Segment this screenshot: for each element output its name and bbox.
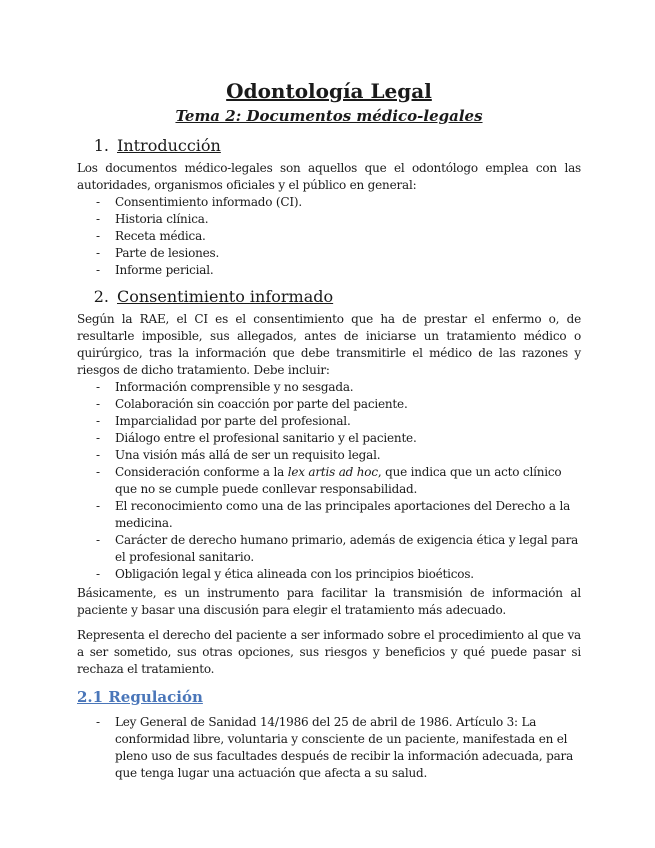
section-title: Consentimiento informado — [117, 287, 334, 306]
list-item: - Obligación legal y ética alineada con los principios bioéticos. — [96, 567, 474, 581]
list-item: - Historia clínica. — [96, 212, 209, 226]
section-1-heading — [77, 136, 581, 156]
section-1-list — [77, 194, 581, 279]
list-item: - Ley General de Sanidad 14/1986 del 25 de abril de 1986. Artículo 3: La conformidad libre, voluntaria y consciente de un paciente, manifestada en el pleno uso de sus facultades después de recibir la información adecuada, para que tenga lugar una actuación que afecta a su salud. — [96, 715, 574, 780]
dash-bullet: - — [96, 380, 100, 394]
list-item: - Parte de lesiones. — [96, 246, 220, 260]
section-2-paragraph: Básicamente, es un instrumento para facilitar la transmisión de información al paciente y basar una discusión para elegir el tratamiento más adecuado. — [77, 586, 581, 617]
section-2-list — [77, 379, 581, 583]
list-item: - Carácter de derecho humano primario, además de exigencia ética y legal para el profesional sanitario. — [96, 533, 579, 564]
list-item: - Imparcialidad por parte del profesional. — [96, 414, 351, 428]
dash-bullet: - — [96, 715, 100, 729]
section-2-heading — [77, 287, 581, 307]
section-2-intro: Según la RAE, el CI es el consentimiento que ha de prestar el enfermo o, de resultarle imposible, sus allegados, antes de iniciarse un tratamiento médico o quirúrgico, tras la información que debe transmitirle el médico de las razones y riesgos de dicho tratamiento. Debe incluir: — [77, 312, 581, 377]
document-title: Odontología Legal — [226, 79, 432, 103]
list-item: - Consentimiento informado (CI). — [96, 195, 303, 209]
section-title: Introducción — [117, 136, 221, 155]
list-item: - Información comprensible y no sesgada. — [96, 380, 354, 394]
dash-bullet: - — [96, 465, 100, 479]
dash-bullet: - — [96, 533, 100, 547]
list-item: - Consideración conforme a la lex artis ad hoc, que indica que un acto clínico que no se cumple puede conllevar responsabilidad. — [96, 465, 562, 496]
dash-bullet: - — [96, 499, 100, 513]
section-2-1-heading: 2.1 Regulación — [77, 688, 203, 706]
dash-bullet: - — [96, 246, 100, 260]
dash-bullet: - — [96, 263, 100, 277]
section-2-paragraph: Representa el derecho del paciente a ser informado sobre el procedimiento al que va a ser sometido, sus otras opciones, sus riesgos y beneficios y qué puede pasar si rechaza el tratamiento. — [77, 628, 581, 676]
dash-bullet: - — [96, 567, 100, 581]
list-item: - Una visión más allá de ser un requisito legal. — [96, 448, 381, 462]
section-1-intro: Los documentos médico-legales son aquellos que el odontólogo emplea con las autoridades, organismos oficiales y el público en general: — [77, 161, 581, 192]
section-2-1-list — [77, 714, 581, 782]
dash-bullet: - — [96, 212, 100, 226]
dash-bullet: - — [96, 229, 100, 243]
dash-bullet: - — [96, 431, 100, 445]
section-number: 2. — [93, 287, 109, 306]
document-content — [77, 80, 581, 782]
dash-bullet: - — [96, 448, 100, 462]
list-item: - El reconocimiento como una de las principales aportaciones del Derecho a la medicina. — [96, 499, 571, 530]
dash-bullet: - — [96, 414, 100, 428]
document-subtitle: Tema 2: Documentos médico-legales — [175, 107, 483, 125]
dash-bullet: - — [96, 195, 100, 209]
section-number: 1. — [93, 136, 109, 155]
list-item: - Informe pericial. — [96, 263, 214, 277]
list-item: - Diálogo entre el profesional sanitario y el paciente. — [96, 431, 417, 445]
list-item: - Receta médica. — [96, 229, 206, 243]
dash-bullet: - — [96, 397, 100, 411]
lex-artis-term: lex artis ad hoc — [287, 465, 378, 479]
list-item: - Colaboración sin coacción por parte del paciente. — [96, 397, 408, 411]
